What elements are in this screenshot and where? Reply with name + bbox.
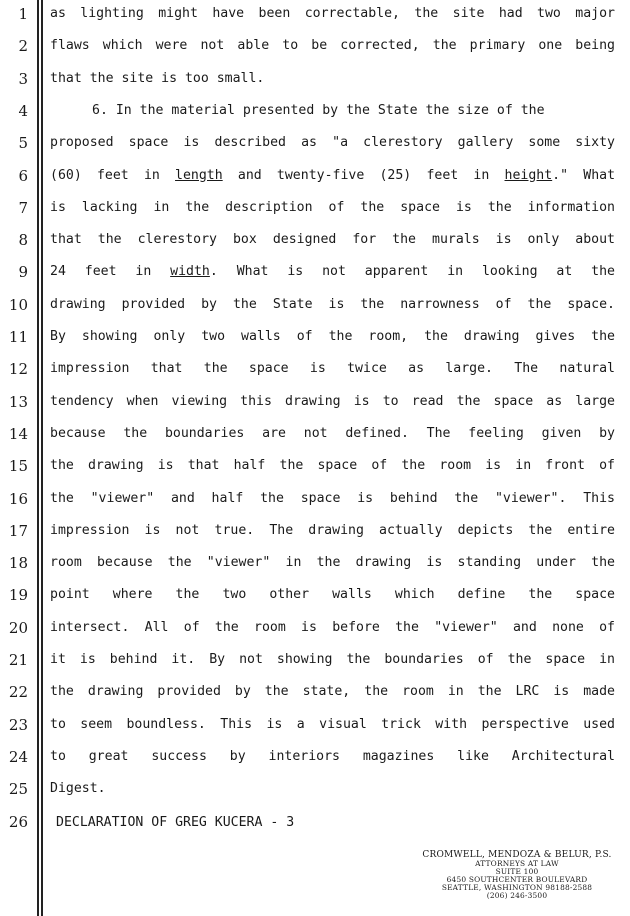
margin-rule-inner — [41, 0, 43, 916]
text-line — [50, 426, 615, 442]
text-line — [50, 264, 615, 280]
line-number: 11 — [8, 328, 28, 346]
text-segment: the drawing is that half the space of the room is in front of — [50, 458, 615, 474]
text-line — [50, 71, 615, 87]
text-segment: room because the "viewer" in the drawing is standing under the — [50, 555, 615, 571]
line-number: 12 — [8, 360, 28, 379]
text-line — [50, 232, 615, 248]
line-number: 14 — [8, 424, 28, 443]
underlined-word: height — [504, 167, 553, 183]
line-number: 20 — [8, 618, 28, 637]
line-number: 22 — [8, 683, 28, 702]
text-segment: as lighting might have been correctable, the site had two major — [50, 6, 615, 21]
line-number: 16 — [8, 489, 28, 508]
line-number: 24 — [8, 747, 28, 766]
text-line — [50, 684, 615, 700]
text-segment: the "viewer" and half the space is behind the "viewer". This — [50, 490, 615, 506]
line-number: 3 — [18, 69, 28, 88]
text-line — [50, 6, 615, 22]
text-segment: drawing provided by the State is the narrowness of the space. — [50, 296, 615, 312]
firm-name: CROMWELL, MENDOZA & BELUR, P.S. — [422, 850, 612, 860]
underlined-word: length — [175, 167, 223, 183]
margin-rule-outer — [37, 0, 39, 916]
text-line — [50, 297, 615, 313]
text-segment: 24 feet in — [50, 264, 171, 280]
line-number: 17 — [8, 521, 28, 540]
line-number: 10 — [8, 295, 28, 314]
text-segment: it is behind it. By not showing the boundaries of the space in — [50, 652, 615, 667]
line-number: 7 — [18, 198, 28, 217]
text-segment: 6. In the material presented by the State the size of the — [92, 102, 545, 118]
text-line — [50, 38, 615, 54]
text-segment: that the site is too small. — [50, 70, 265, 86]
text-segment: the drawing provided by the state, the room in the LRC is made — [50, 684, 615, 700]
line-number: 18 — [8, 554, 28, 573]
line-number: 6 — [18, 166, 28, 185]
line-number: 26 — [8, 812, 28, 831]
line-number: 19 — [8, 586, 28, 605]
text-segment: because the boundaries are not defined. The feeling given by — [50, 425, 615, 441]
line-number: 25 — [8, 780, 28, 799]
line-number: 4 — [18, 101, 28, 120]
text-line — [50, 361, 615, 377]
text-line — [50, 781, 615, 797]
text-line — [50, 555, 615, 571]
firm-line: SUITE 100 — [495, 867, 539, 876]
firm-line: ATTORNEYS AT LAW — [475, 859, 559, 868]
text-line — [50, 587, 615, 603]
text-segment: point where the two other walls which define the space — [50, 587, 615, 603]
text-segment: is lacking in the description of the space is the information — [50, 199, 615, 215]
text-line — [50, 458, 615, 474]
text-segment: impression is not true. The drawing actually depicts the entire — [50, 522, 615, 538]
footer-title: DECLARATION OF GREG KUCERA - 3 — [56, 815, 295, 830]
line-number: 1 — [18, 5, 28, 23]
text-line — [50, 717, 615, 733]
text-segment: intersect. All of the room is before the "viewer" and none of — [50, 619, 615, 635]
text-line — [50, 200, 615, 216]
text-line — [50, 329, 615, 345]
text-line — [50, 652, 615, 668]
text-segment: flaws which were not able to be corrected, the primary one being — [50, 38, 615, 54]
firm-line: 6450 SOUTHCENTER BOULEVARD — [446, 875, 588, 884]
line-number: 13 — [8, 392, 28, 411]
firm-line: SEATTLE, WASHINGTON 98188-2588 — [441, 883, 593, 892]
text-segment: Digest. — [50, 781, 106, 797]
text-segment: impression that the space is twice as large. The natural — [50, 361, 615, 377]
text-segment: and twenty-five (25) feet in — [222, 167, 505, 183]
text-line — [50, 523, 615, 539]
law-firm-block — [412, 850, 622, 900]
line-number: 9 — [18, 263, 28, 282]
text-line — [50, 620, 615, 636]
line-number: 5 — [18, 134, 28, 153]
text-segment: tendency when viewing this drawing is to read the space as large — [50, 393, 615, 409]
text-segment: to seem boundless. This is a visual trick with perspective used — [50, 716, 615, 732]
text-segment: that the clerestory box designed for the murals is only about — [50, 232, 615, 248]
text-segment: ." What — [552, 167, 615, 183]
line-number: 8 — [18, 231, 28, 250]
text-line — [50, 103, 615, 119]
text-segment: (60) feet in — [50, 167, 176, 183]
firm-line: (206) 246-3500 — [486, 891, 548, 900]
line-number: 15 — [8, 457, 28, 476]
underlined-word: width — [170, 264, 210, 280]
line-number: 21 — [8, 651, 28, 669]
text-segment: to great success by interiors magazines like Architectural — [50, 748, 615, 764]
line-number: 2 — [18, 37, 28, 56]
text-line — [50, 491, 615, 507]
line-number: 23 — [8, 715, 28, 734]
text-segment: By showing only two walls of the room, the drawing gives the — [50, 329, 615, 344]
text-segment: proposed space is described as "a clerestory gallery some sixty — [50, 135, 615, 151]
text-line — [50, 394, 615, 410]
text-line — [50, 168, 615, 184]
text-line — [50, 135, 615, 151]
text-segment: . What is not apparent in looking at the — [209, 264, 615, 280]
text-line — [50, 749, 615, 765]
